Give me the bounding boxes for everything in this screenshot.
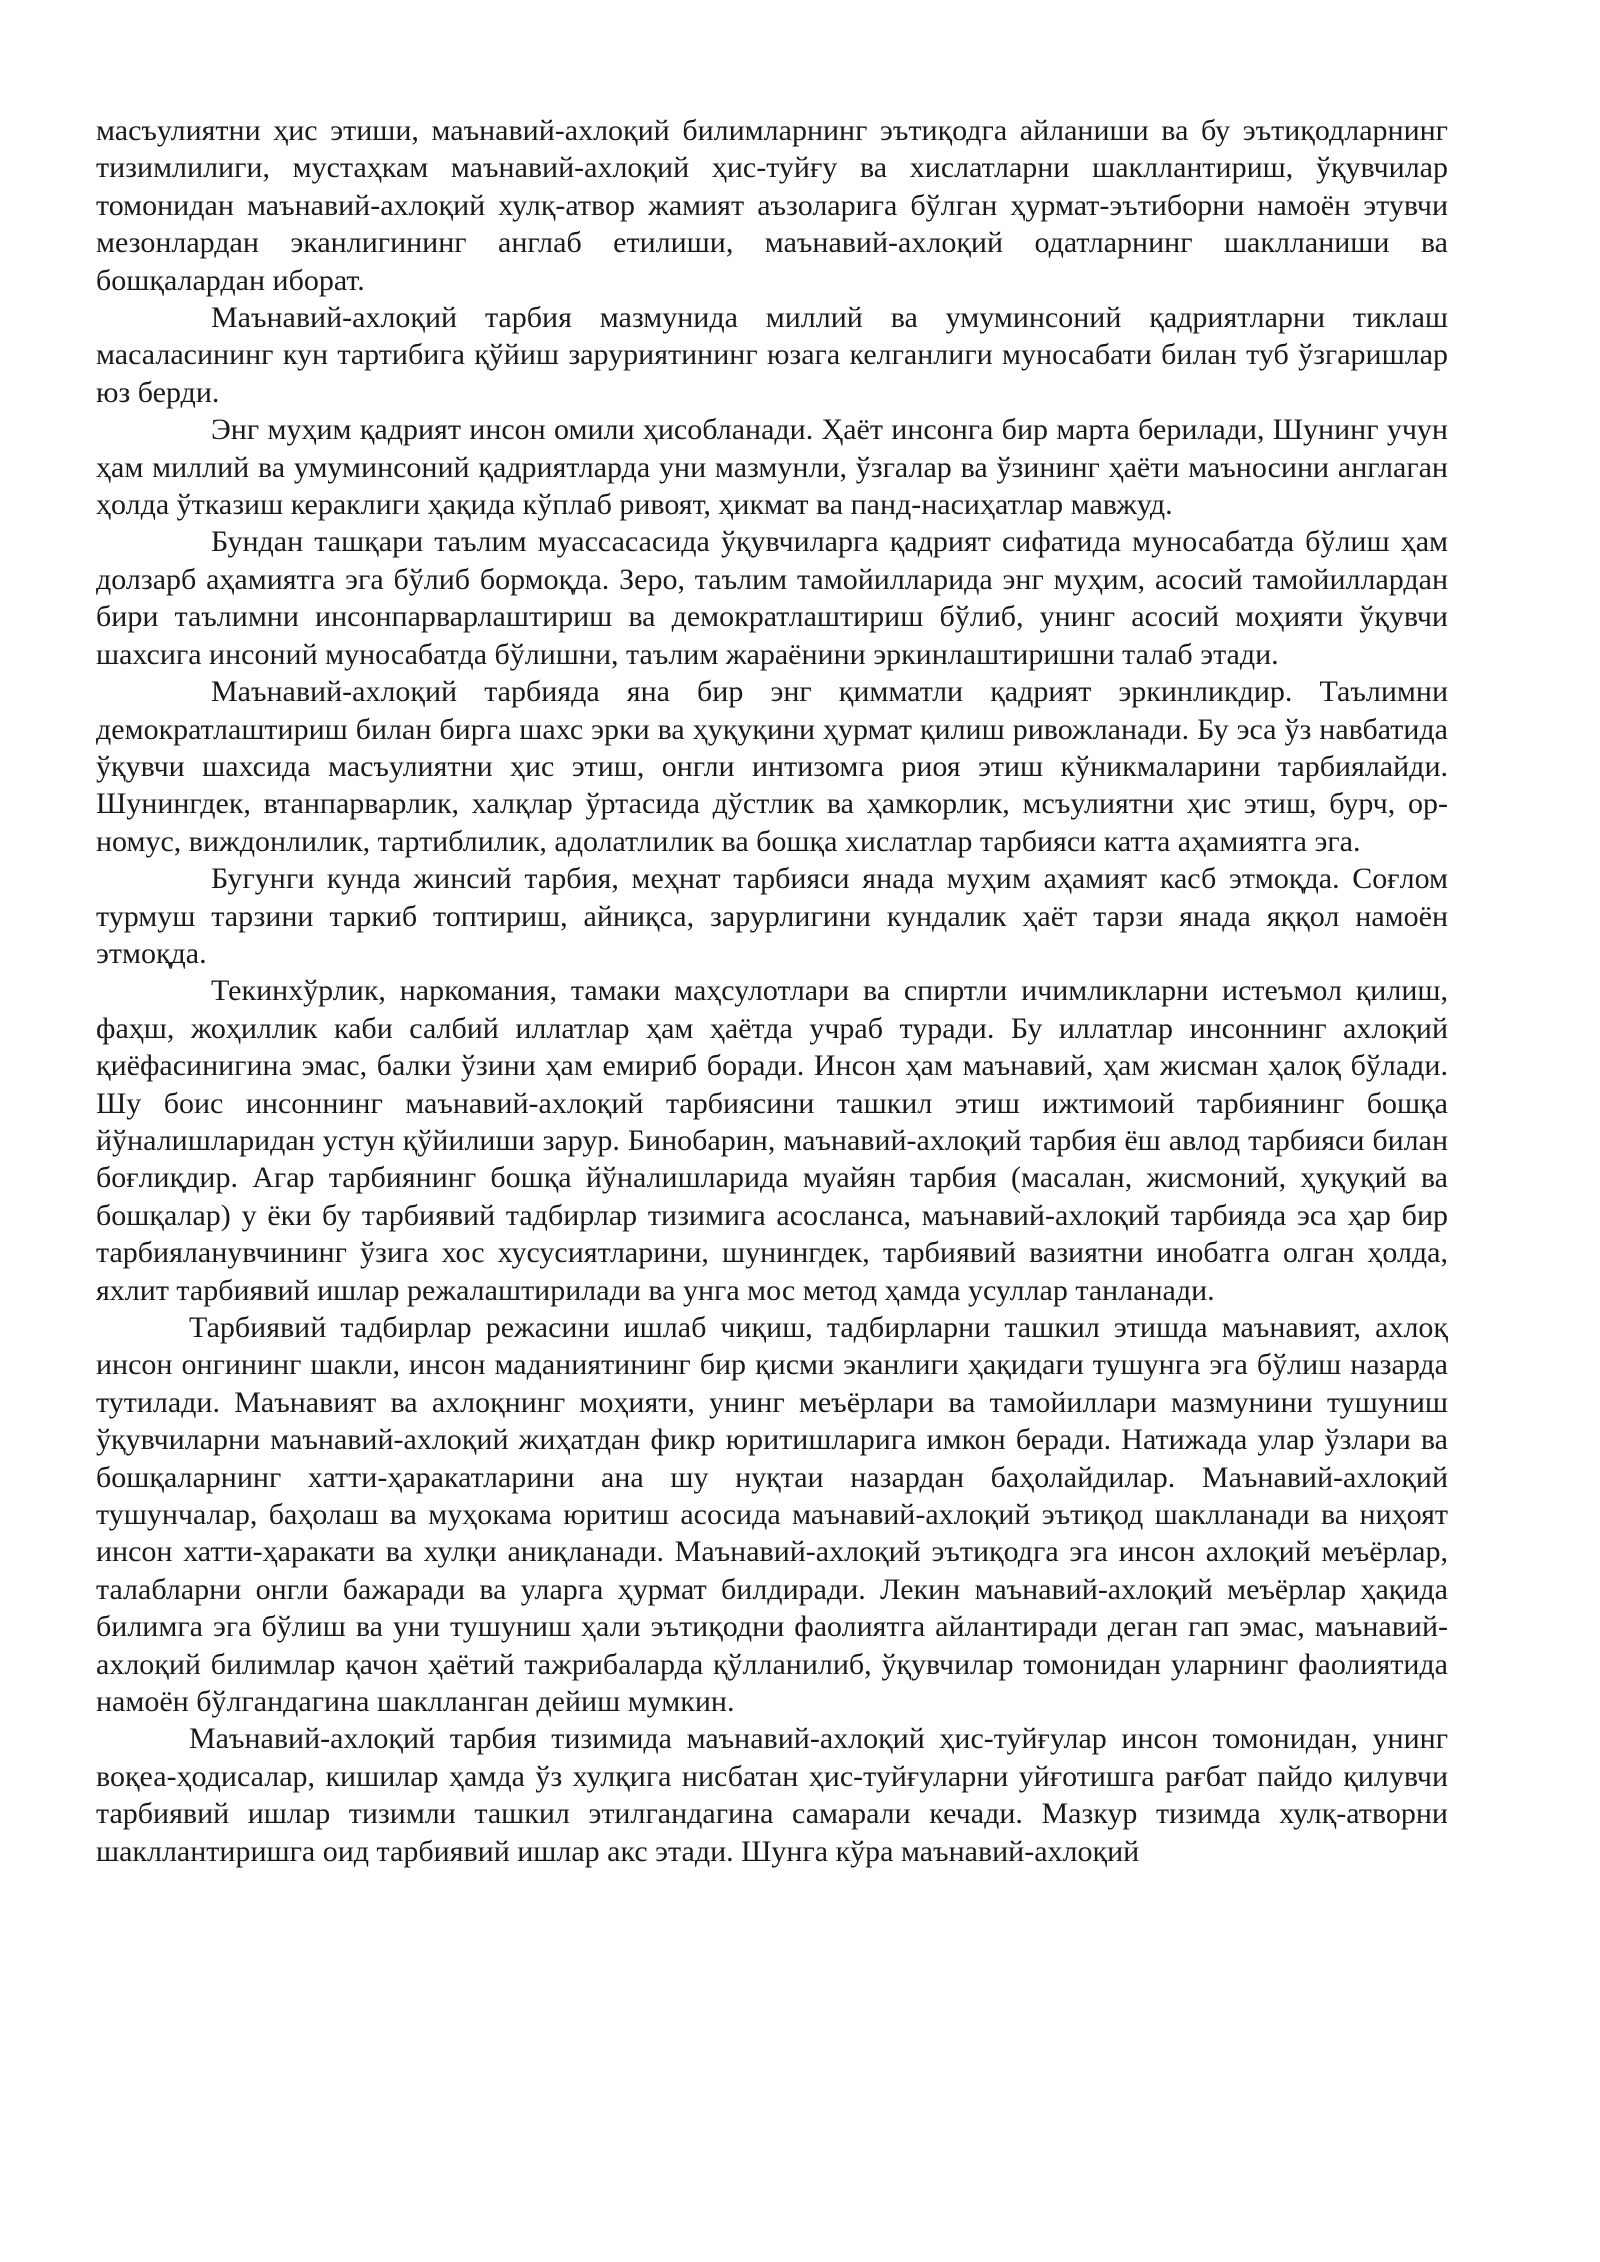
paragraph-9: Маънавий-ахлоқий тарбия тизимида маънавий-ахлоқий ҳис-туйғулар инсон томонидан, унинг воқеа-ҳодисалар, кишилар ҳамда ўз хулқига нисбатан ҳис-туйғуларни уйғотишга рағбат пайдо қилувчи тарбиявий ишлар тизимли ташкил этилгандагина самарали кечади. Мазкур тизимда хулқ-атворни шакллантиришга оид тарбиявий ишлар акс этади. Шунга кўра маънавий-ахлоқий: [96, 1722, 1448, 1868]
paragraph-1: масъулиятни ҳис этиши, маънавий-ахлоқий билимларнинг эътиқодга айланиши ва бу эътиқодларнинг тизимлилиги, мустаҳкам маънавий-ахлоқий ҳис-туйғу ва хислатларни шакллантириш, ўқувчилар томонидан маънавий-ахлоқий хулқ-атвор жамият аъзоларига бўлган ҳурмат-эътиборни намоён этувчи мезонлардан эканлигининг англаб етилиши, маънавий-ахлоқий одатларнинг шаклланиши ва бошқалардан иборат.: [96, 114, 1448, 297]
paragraph-6: Бугунги кунда жинсий тарбия, меҳнат тарбияси янада муҳим аҳамият касб этмоқда. Соғлом турмуш тарзини таркиб топтириш, айниқса, зарурлигини кундалик ҳаёт тарзи янада яққол намоён этмоқда.: [96, 862, 1448, 970]
paragraph-2: Маънавий-ахлоқий тарбия мазмунида миллий ва умуминсоний қадриятларни тиклаш масаласининг кун тартибига қўйиш заруриятининг юзага келганлиги муносабати билан туб ўзгаришлар юз берди.: [96, 301, 1448, 409]
paragraph-7: Текинхўрлик, наркомания, тамаки маҳсулотлари ва спиртли ичимликларни истеъмол қилиш, фаҳш, жоҳиллик каби салбий иллатлар ҳам ҳаётда учраб туради. Бу иллатлар инсоннинг ахлоқий қиёфасинигина эмас, балки ўзини ҳам емириб боради. Инсон ҳам маънавий, ҳам жисман ҳалоқ бўлади. Шу боис инсоннинг маънавий-ахлоқий тарбиясини ташкил этиш ижтимоий тарбиянинг бошқа йўналишларидан устун қўйилиши зарур. Бинобарин, маънавий-ахлоқий тарбия ёш авлод тарбияси билан боғлиқдир. Агар тарбиянинг бошқа йўналишларида муайян тарбия (масалан, жисмоний, ҳуқуқий ва бошқалар) у ёки бу тарбиявий тадбирлар тизимига асосланса, маънавий-ахлоқий тарбияда эса ҳар бир тарбияланувчининг ўзига хос хусусиятларини, шунингдек, тарбиявий вазиятни инобатга олган ҳолда, яхлит тарбиявий ишлар режалаштирилади ва унга мос метод ҳамда усуллар танланади.: [96, 974, 1448, 1307]
paragraph-3: Энг муҳим қадрият инсон омили ҳисобланади. Ҳаёт инсонга бир марта берилади, Шунинг учун ҳам миллий ва умуминсоний қадриятларда уни мазмунли, ўзгалар ва ўзининг ҳаёти маъносини англаган ҳолда ўтказиш кераклиги ҳақида кўплаб ривоят, ҳикмат ва панд-насиҳатлар мавжуд.: [96, 413, 1448, 522]
paragraph-5: Маънавий-ахлоқий тарбияда яна бир энг қимматли қадрият эркинликдир. Таълимни демократлаштириш билан бирга шахс эрки ва ҳуқуқини ҳурмат қилиш ривожланади. Бу эса ўз навбатида ўқувчи шахсида масъулиятни ҳис этиш, онгли интизомга риоя этиш кўникмаларини тарбиялайди. Шунингдек, втанпарварлик, халқлар ўртасида дўстлик ва ҳамкорлик, мсъулиятни ҳис этиш, бурч, ор-номус, виждонлилик, тартиблилик, адолатлилик ва бошқа хислатлар тарбияси катта аҳамиятга эга.: [96, 675, 1448, 858]
paragraph-4: Бундан ташқари таълим муассасасида ўқувчиларга қадрият сифатида муносабатда бўлиш ҳам долзарб аҳамиятга эга бўлиб бормоқда. Зеро, таълим тамойилларида энг муҳим, асосий тамойиллардан бири таълимни инсонпарварлаштириш ва демократлаштириш бўлиб, унинг асосий моҳияти ўқувчи шахсига инсоний муносабатда бўлишни, таълим жараёнини эркинлаштиришни талаб этади.: [96, 525, 1448, 671]
paragraph-8: Тарбиявий тадбирлар режасини ишлаб чиқиш, тадбирларни ташкил этишда маънавият, ахлоқ инсон онгининг шакли, инсон маданиятининг бир қисми эканлиги ҳақидаги тушунга эга бўлиш назарда тутилади. Маънавият ва ахлоқнинг моҳияти, унинг меъёрлари ва тамойиллари мазмунини тушуниш ўқувчиларни маънавий-ахлоқий жиҳатдан фикр юритишларига имкон беради. Натижада улар ўзлари ва бошқаларнинг хатти-ҳаракатларини ана шу нуқтаи назардан баҳолайдилар. Маънавий-ахлоқий тушунчалар, баҳолаш ва муҳокама юритиш асосида маънавий-ахлоқий эътиқод шаклланади ва ниҳоят инсон хатти-ҳаракати ва хулқи аниқланади. Маънавий-ахлоқий эътиқодга эга инсон ахлоқий меъёрлар, талабларни онгли бажаради ва уларга ҳурмат билдиради. Лекин маънавий-ахлоқий меъёрлар ҳақида билимга эга бўлиш ва уни тушуниш ҳали эътиқодни фаолиятга айлантиради деган гап эмас, маънавий-ахлоқий билимлар қачон ҳаётий тажрибаларда қўлланилиб, ўқувчилар томонидан уларнинг фаолиятида намоён бўлгандагина шаклланган дейиш мумкин.: [96, 1311, 1448, 1719]
document-page: [96, 112, 1448, 1870]
